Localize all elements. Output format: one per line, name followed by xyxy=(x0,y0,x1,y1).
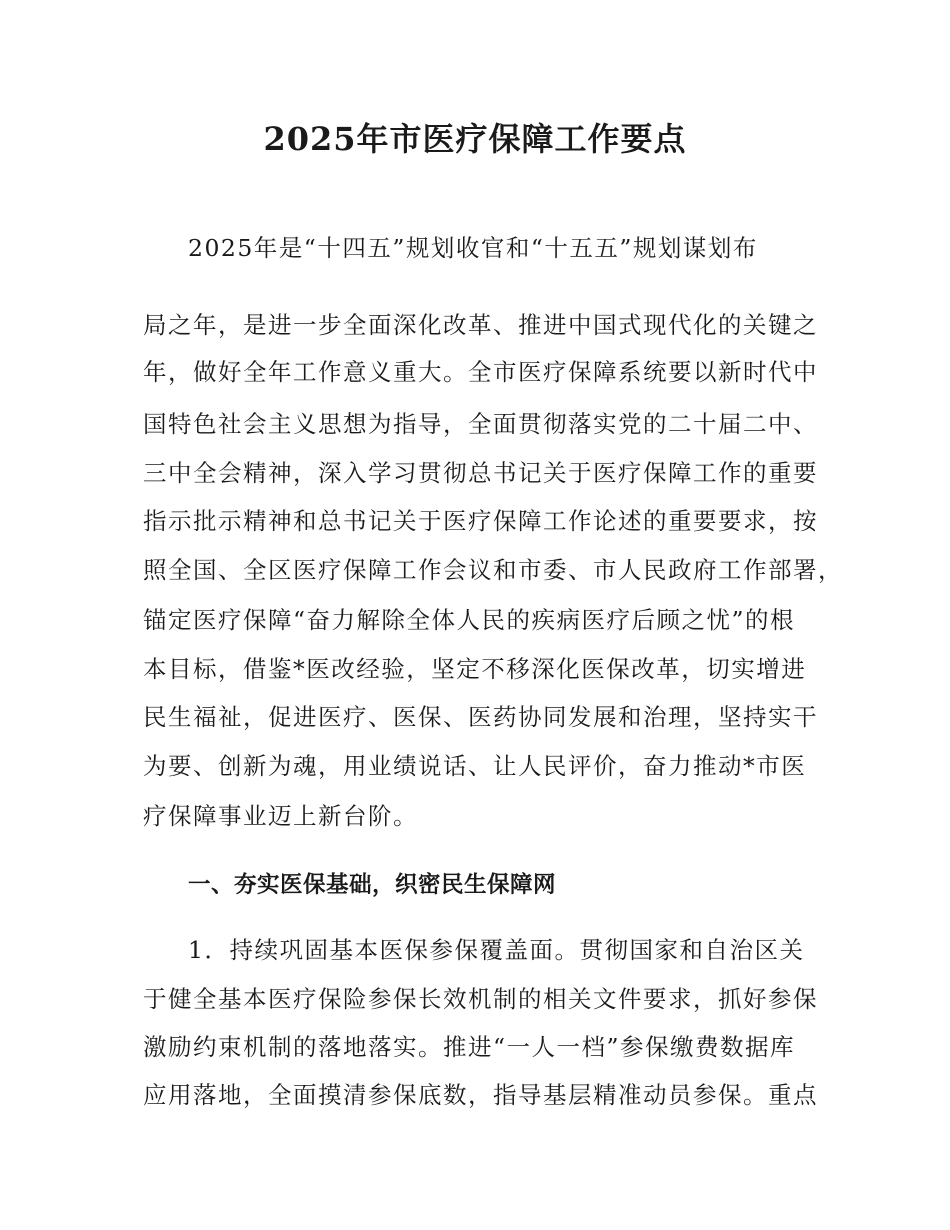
intro-line-9: 本目标，借鉴*医改经验，坚定不移深化医保改革，切实增进 xyxy=(143,655,807,683)
item1-line-2: 于健全基本医疗保险参保长效机制的相关文件要求，抓好参保 xyxy=(143,985,818,1013)
intro-line-2: 局之年，是进一步全面深化改革、推进中国式现代化的关键之 xyxy=(143,311,818,339)
intro-line-10: 民生福祉，促进医疗、医保、医药协同发展和治理，坚持实干 xyxy=(143,703,818,731)
intro-line-1: 2025年是“十四五”规划收官和“十五五”规划谋划布 xyxy=(188,234,758,262)
intro-line-8: 锚定医疗保障“奋力解除全体人民的疾病医疗后顾之忧”的根 xyxy=(143,606,796,634)
item1-line-1: 1．持续巩固基本医保参保覆盖面。贯彻国家和自治区关 xyxy=(188,936,805,964)
document-title: 2025年市医疗保障工作要点 xyxy=(263,120,687,158)
item1-line-4: 应用落地，全面摸清参保底数，指导基层精准动员参保。重点 xyxy=(143,1081,818,1109)
intro-line-12: 疗保障事业迈上新台阶。 xyxy=(143,802,418,830)
intro-line-11: 为要、创新为魂，用业绩说话、让人民评价，奋力推动*市医 xyxy=(143,752,807,780)
intro-line-7: 照全国、全区医疗保障工作会议和市委、市人民政府工作部署， xyxy=(143,556,843,584)
intro-line-3: 年，做好全年工作意义重大。全市医疗保障系统要以新时代中 xyxy=(143,358,818,386)
intro-line-5: 三中全会精神，深入学习贯彻总书记关于医疗保障工作的重要 xyxy=(143,459,818,487)
item1-line-3: 激励约束机制的落地落实。推进“一人一档”参保缴费数据库 xyxy=(143,1033,796,1061)
intro-line-4: 国特色社会主义思想为指导，全面贯彻落实党的二十届二中、 xyxy=(143,410,818,438)
intro-line-6: 指示批示精神和总书记关于医疗保障工作论述的重要要求，按 xyxy=(143,507,818,535)
section-heading-1: 一、夯实医保基础，织密民生保障网 xyxy=(188,872,557,898)
